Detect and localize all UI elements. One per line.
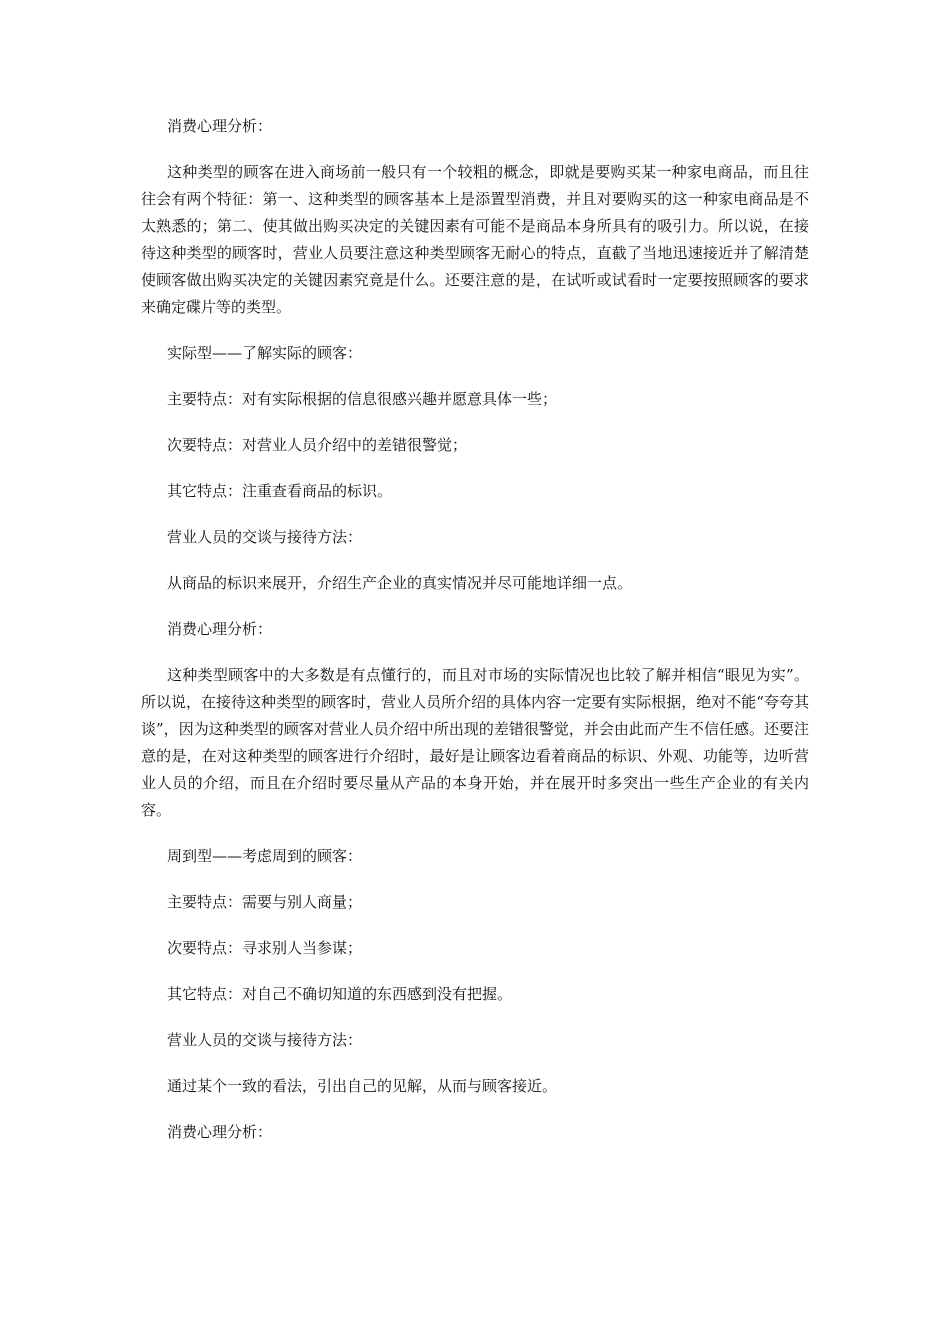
list-item: 主要特点：需要与别人商量；	[167, 893, 363, 911]
body-paragraph: 从商品的标识来展开，介绍生产企业的真实情况并尽可能地详细一点。	[167, 574, 633, 592]
body-paragraph: 通过某个一致的看法，引出自己的见解，从而与顾客接近。	[167, 1077, 558, 1095]
document-body	[141, 113, 809, 1165]
section-heading: 营业人员的交谈与接待方法：	[167, 528, 363, 546]
body-paragraph: 这种类型顾客中的大多数是有点懂行的，而且对市场的实际情况也比较了解并相信“眼见为实”。所以说，在接待这种类型的顾客时，营业人员所介绍的具体内容一定要有实际根据，绝对不能“夸夸其谈”，因为这种类型的顾客对营业人员介绍中所出现的差错很警觉，并会由此而产生不信任感。还要注意的是，在对这种类型的顾客进行介绍时，最好是让顾客边看着商品的标识、外观、功能等，边听营业人员的介绍，而且在介绍时要尽量从产品的本身开始，并在展开时多突出一些生产企业的有关内容。	[141, 666, 809, 819]
list-item: 次要特点：寻求别人当参谋；	[167, 939, 363, 957]
section-heading: 消费心理分析：	[167, 620, 273, 638]
section-heading: 周到型——考虑周到的顾客：	[167, 847, 363, 865]
list-item: 次要特点：对营业人员介绍中的差错很警觉；	[167, 436, 468, 454]
list-item: 其它特点：对自己不确切知道的东西感到没有把握。	[167, 985, 513, 1003]
body-paragraph: 这种类型的顾客在进入商场前一般只有一个较粗的概念，即就是要购买某一种家电商品，而且往往会有两个特征：第一、这种类型的顾客基本上是添置型消费，并且对要购买的这一种家电商品是不太熟悉的；第二、使其做出购买决定的关键因素有可能不是商品本身所具有的吸引力。所以说，在接待这种类型的顾客时，营业人员要注意这种类型顾客无耐心的特点，直截了当地迅速接近并了解清楚使顾客做出购买决定的关键因素究竟是什么。还要注意的是，在试听或试看时一定要按照顾客的要求来确定碟片等的类型。	[141, 163, 809, 316]
section-heading: 消费心理分析：	[167, 1123, 273, 1141]
section-heading: 消费心理分析：	[167, 117, 273, 135]
section-heading: 营业人员的交谈与接待方法：	[167, 1031, 363, 1049]
section-heading: 实际型——了解实际的顾客：	[167, 344, 363, 362]
list-item: 其它特点：注重查看商品的标识。	[167, 482, 393, 500]
list-item: 主要特点：对有实际根据的信息很感兴趣并愿意具体一些；	[167, 390, 558, 408]
